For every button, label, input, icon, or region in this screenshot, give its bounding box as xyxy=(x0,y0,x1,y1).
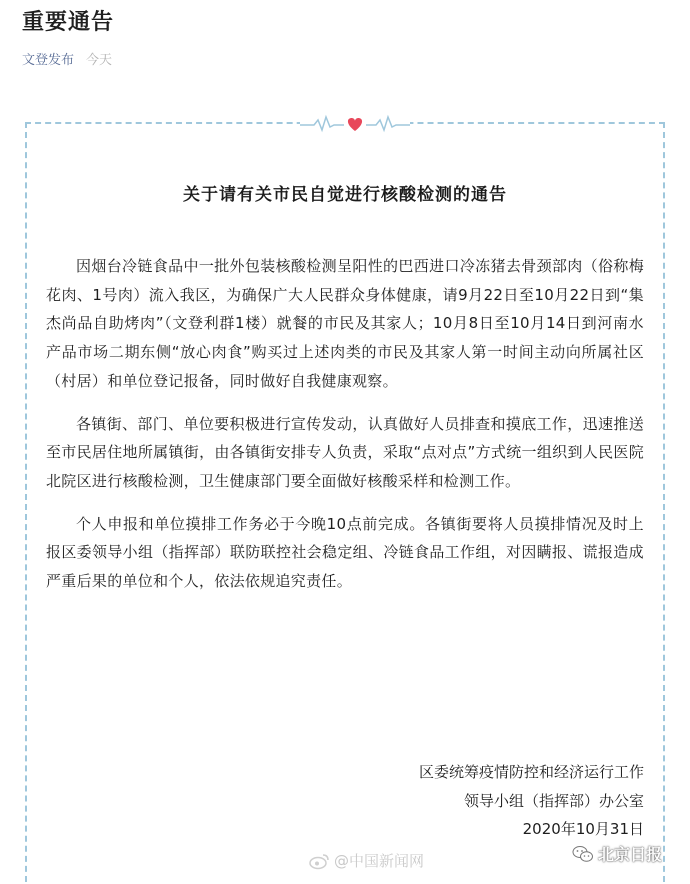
notice-paragraph: 各镇街、部门、单位要积极进行宣传发动，认真做好人员排查和摸底工作，迅速推送至市民居住地所属镇街，由各镇街安排专人负责，采取“点对点”方式统一组织到人民医院北院区进行核酸检测，卫生健康部门要全面做好核酸采样和检测工作。 xyxy=(46,414,644,490)
notice-paragraph: 因烟台冷链食品中一批外包装核酸检测呈阳性的巴西进口冷冻猪去骨颈部肉（俗称梅花肉、1号肉）流入我区，为确保广大人民群众身体健康，请9月22日至10月22日到“集杰尚品自助烤肉”（文登利群1楼）就餐的市民及其家人；10月8日至10月14日到河南水产品市场二期东侧“放心肉食”购买过上述肉类的市民及其家人第一时间主动向所属社区（村居）和单位登记报备，同时做好自我健康观察。 xyxy=(46,257,644,390)
signature-org-line1: 区委统筹疫情防控和经济运行工作 xyxy=(418,763,644,781)
watermark-right-text: 北京日报 xyxy=(598,845,663,864)
publish-date: 今天 xyxy=(86,53,113,68)
weibo-icon xyxy=(308,852,330,870)
signature-org-line2: 领导小组（指挥部）办公室 xyxy=(463,791,644,810)
notice-title: 关于请有关市民自觉进行核酸检测的通告 xyxy=(183,185,507,205)
article-title: 重要通告 xyxy=(22,10,115,35)
author-link[interactable]: 文登发布 xyxy=(22,53,75,68)
notice-body xyxy=(46,252,644,610)
watermark-left-text: @中国新闻网 xyxy=(334,852,425,870)
article-meta xyxy=(22,52,112,70)
notice-paragraph: 个人申报和单位摸排工作务必于今晚10点前完成。各镇街要将人员摸排情况及时上报区委领导小组（指挥部）联防联控社会稳定组、冷链食品工作组，对因瞒报、谎报造成严重后果的单位和个人，依法依规追究责任。 xyxy=(46,514,644,591)
weibo-watermark xyxy=(308,850,424,871)
wechat-icon xyxy=(572,845,594,863)
heartbeat-heart-icon xyxy=(300,113,410,135)
signature-date: 2020年10月31日 xyxy=(522,820,644,838)
wechat-watermark xyxy=(572,842,662,865)
notice-signature xyxy=(419,758,644,844)
